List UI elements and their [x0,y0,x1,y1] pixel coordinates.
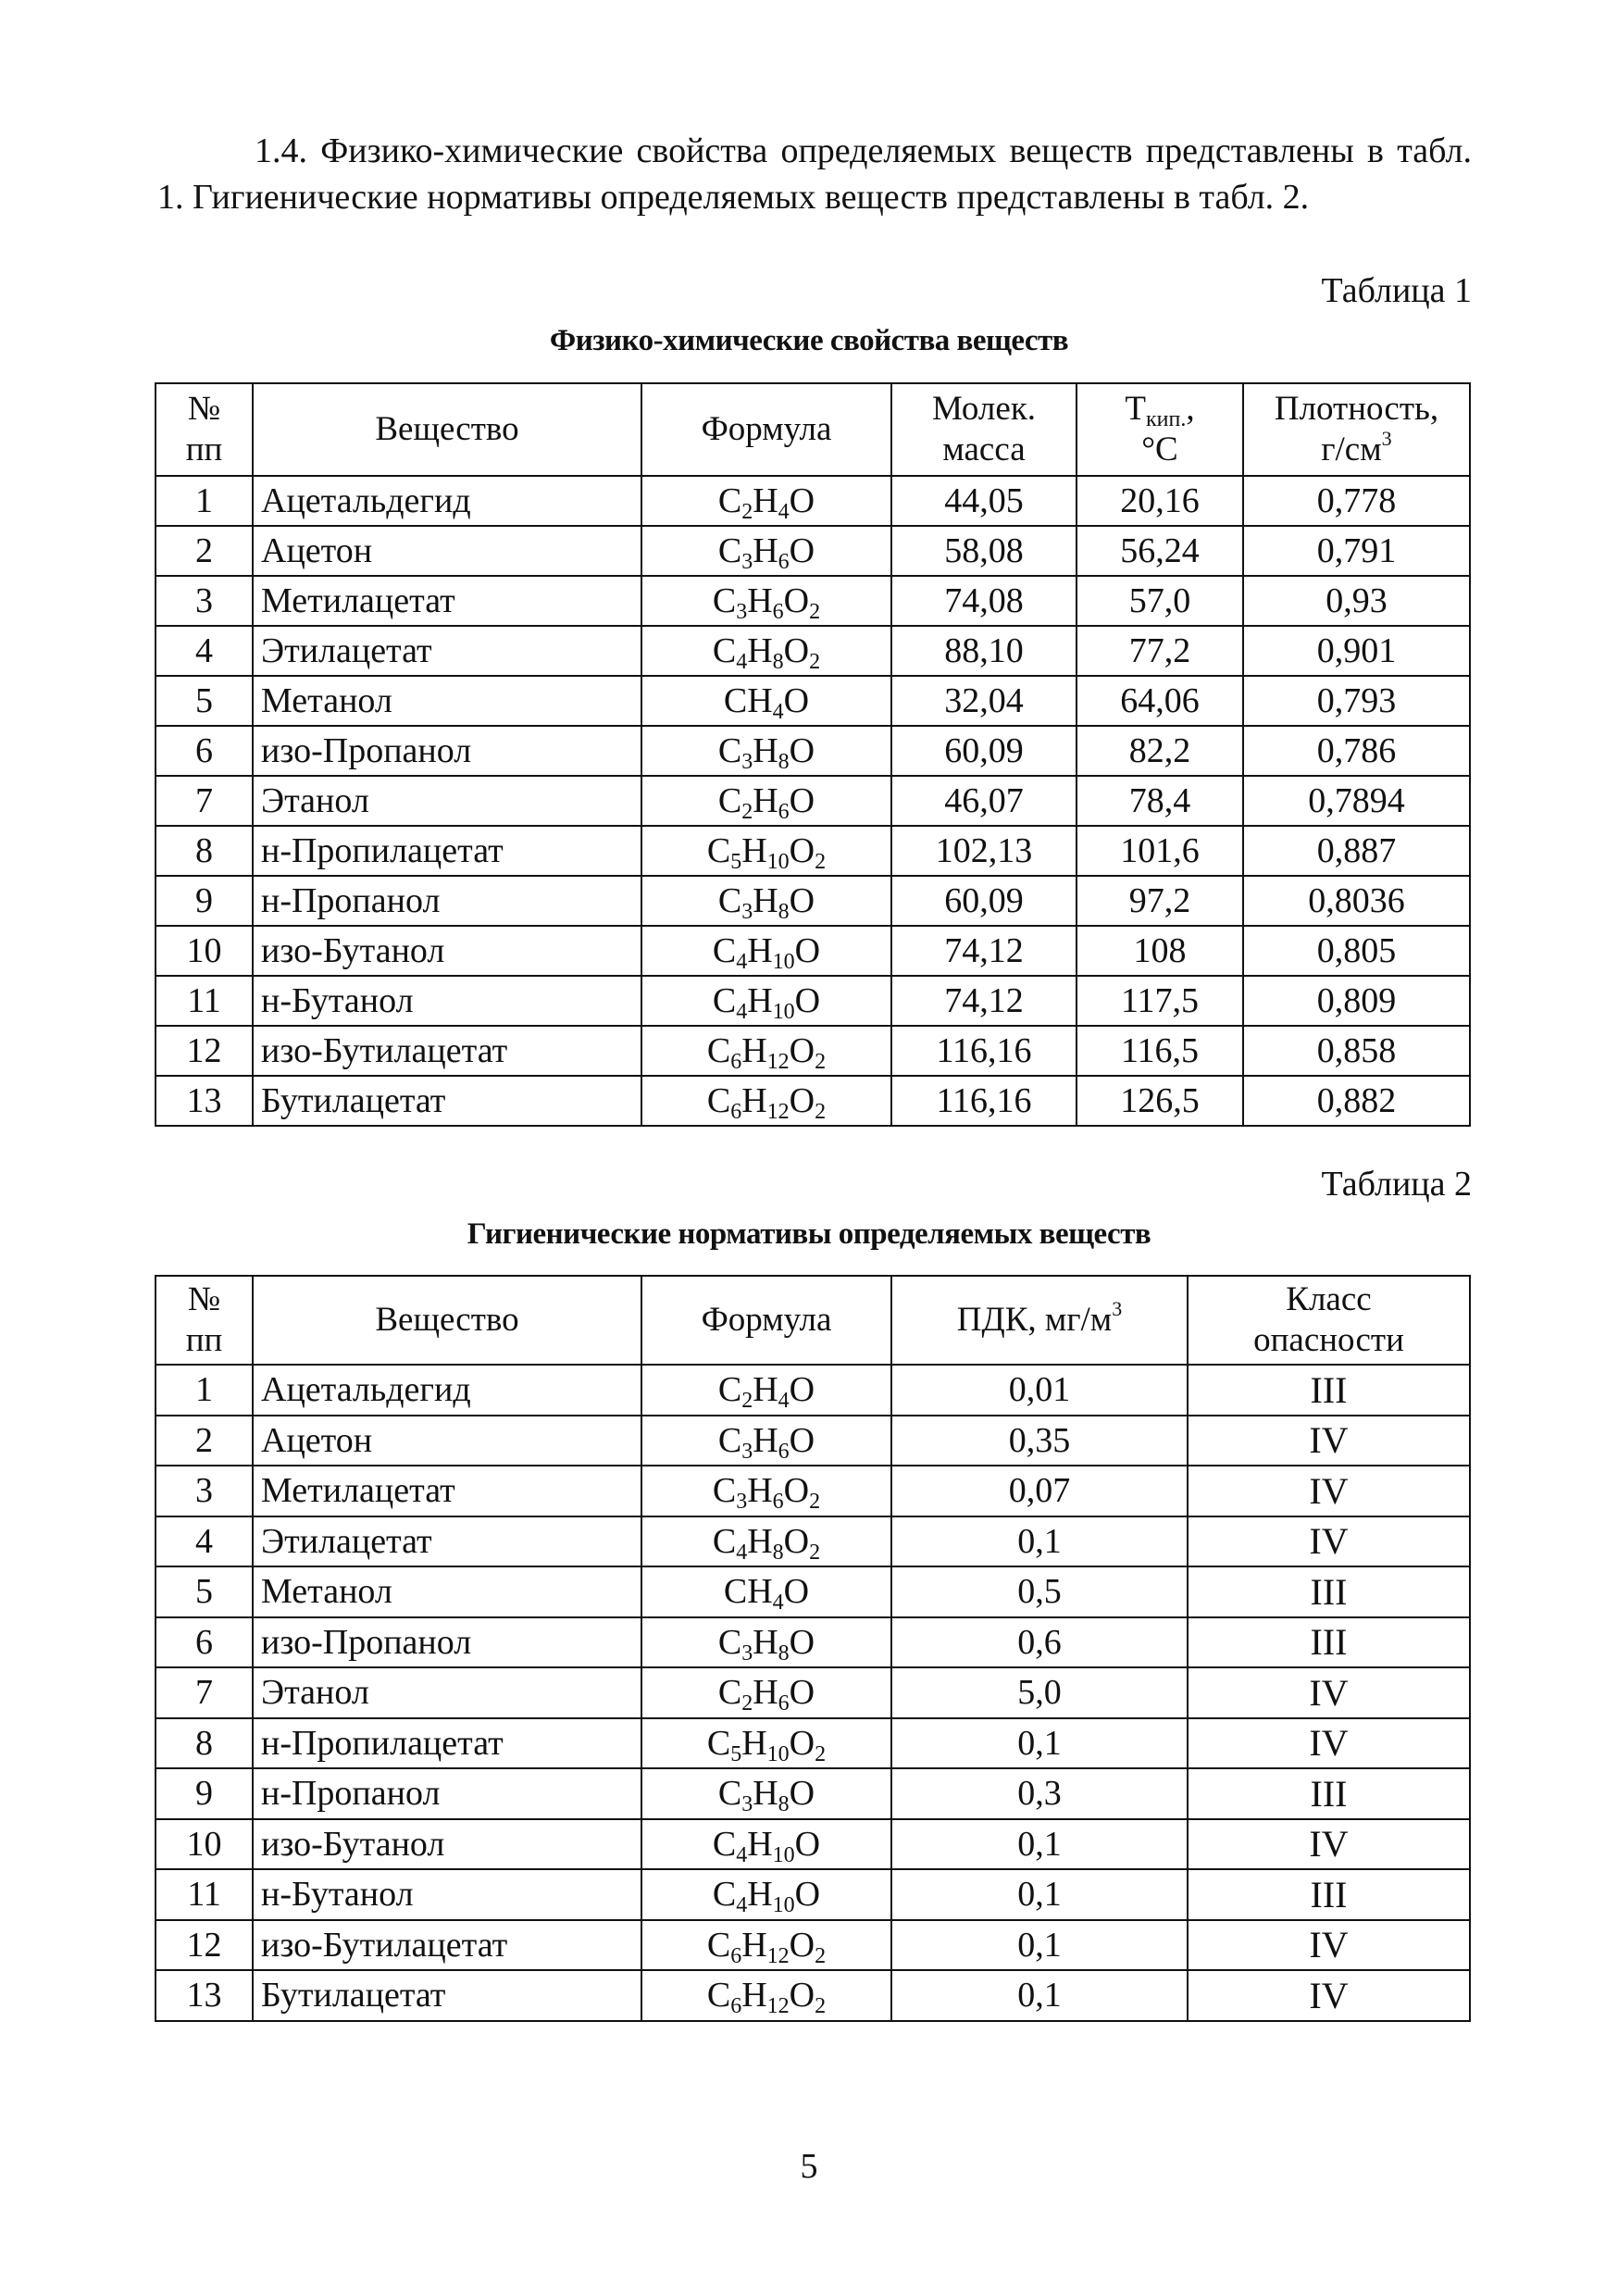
hazard-class-cell: IV [1188,1516,1470,1567]
formula-cell: $C_3H_6O$ [641,1416,891,1466]
formula-cell: $C_5H_{10}O_2$ [641,1718,891,1769]
table-row [156,1466,1470,1516]
density-cell: 0,887 [1243,826,1470,876]
substance-name: н-Бутанол [253,1869,641,1920]
col-num-header: № пп [156,1276,253,1365]
row-number: 8 [156,1718,253,1769]
hazard-class-cell: IV [1188,1970,1470,2021]
mass-cell: 60,09 [891,876,1077,926]
table2-title: Гигиенические нормативы определяемых веществ [467,1217,1151,1251]
mass-cell: 60,09 [891,726,1077,776]
formula-cell: $C_3H_6O_2$ [641,576,891,626]
substance-name: Метанол [253,676,641,726]
substance-name: изо-Бутилацетат [253,1920,641,1971]
hazard-class-cell: IV [1188,1416,1470,1466]
col-substance-header: Вещество [253,383,641,476]
density-cell: 0,93 [1243,576,1470,626]
table-row [156,826,1470,876]
hygiene-table [155,1275,1471,2022]
table-row [156,1516,1470,1567]
pdk-cell: 0,1 [891,1819,1188,1870]
hazard-class-cell: IV [1188,1718,1470,1769]
tboil-cell: 97,2 [1077,876,1243,926]
row-number: 11 [156,976,253,1026]
formula-cell: $C_3H_8O$ [641,1768,891,1819]
substance-name: Бутилацетат [253,1076,641,1126]
substance-name: Ацетон [253,1416,641,1466]
formula-cell: $C_6H_{12}O_2$ [641,1970,891,2021]
substance-name: Этилацетат [253,626,641,676]
hazard-class-cell: III [1188,1768,1470,1819]
properties-table [155,382,1471,1127]
formula-cell: $C_4H_8O_2$ [641,626,891,676]
table-row [156,1667,1470,1718]
pdk-cell: 0,6 [891,1617,1188,1668]
tboil-cell: 20,16 [1077,476,1243,526]
table-row [156,576,1470,626]
row-number: 7 [156,1667,253,1718]
formula-cell: $C_3H_6O_2$ [641,1466,891,1516]
row-number: 6 [156,726,253,776]
table-row [156,1365,1470,1416]
table-row [156,1566,1470,1617]
density-cell: 0,901 [1243,626,1470,676]
substance-name: н-Пропанол [253,1768,641,1819]
row-number: 12 [156,1920,253,1971]
formula-cell: $C_3H_8O$ [641,726,891,776]
substance-name: н-Бутанол [253,976,641,1026]
pdk-cell: 0,1 [891,1516,1188,1567]
hazard-class-cell: IV [1188,1466,1470,1516]
row-number: 9 [156,876,253,926]
row-number: 3 [156,1466,253,1516]
pdk-cell: 0,1 [891,1970,1188,2021]
table-row [156,926,1470,976]
mass-cell: 46,07 [891,776,1077,826]
formula-cell: $C_4H_{10}O$ [641,1869,891,1920]
formula-cell: $C_2H_6O$ [641,776,891,826]
row-number: 13 [156,1076,253,1126]
table-row [156,476,1470,526]
mass-cell: 74,12 [891,926,1077,976]
density-cell: 0,805 [1243,926,1470,976]
substance-name: изо-Бутанол [253,926,641,976]
row-number: 9 [156,1768,253,1819]
row-number: 8 [156,826,253,876]
formula-cell: $C_4H_{10}O$ [641,1819,891,1870]
table-row [156,1617,1470,1668]
row-number: 4 [156,626,253,676]
pdk-cell: 5,0 [891,1667,1188,1718]
table-row [156,526,1470,576]
density-cell: 0,858 [1243,1026,1470,1076]
mass-cell: 88,10 [891,626,1077,676]
hazard-class-cell: IV [1188,1920,1470,1971]
tboil-cell: 78,4 [1077,776,1243,826]
row-number: 12 [156,1026,253,1076]
col-hazard-header: Класс опасности [1188,1276,1470,1365]
substance-name: Ацетальдегид [253,476,641,526]
mass-cell: 58,08 [891,526,1077,576]
density-cell: 0,793 [1243,676,1470,726]
tboil-cell: 57,0 [1077,576,1243,626]
pdk-cell: 0,3 [891,1768,1188,1819]
tboil-cell: 126,5 [1077,1076,1243,1126]
formula-cell: $C_5H_{10}O_2$ [641,826,891,876]
tboil-cell: 101,6 [1077,826,1243,876]
mass-cell: 74,08 [891,576,1077,626]
hazard-class-cell: III [1188,1365,1470,1416]
hazard-class-cell: IV [1188,1819,1470,1870]
table-row [156,1416,1470,1466]
pdk-cell: 0,07 [891,1466,1188,1516]
substance-name: н-Пропилацетат [253,826,641,876]
substance-name: Метилацетат [253,1466,641,1516]
row-number: 2 [156,1416,253,1466]
col-density-header: Плотность, $г/см^3$ [1243,383,1470,476]
substance-name: изо-Пропанол [253,726,641,776]
formula-cell: $C_3H_8O$ [641,876,891,926]
col-formula-header: Формула [641,1276,891,1365]
tboil-cell: 56,24 [1077,526,1243,576]
tboil-cell: 82,2 [1077,726,1243,776]
formula-cell: $CH_4O$ [641,1566,891,1617]
row-number: 3 [156,576,253,626]
density-cell: 0,786 [1243,726,1470,776]
substance-name: Метанол [253,1566,641,1617]
formula-cell: $C_6H_{12}O_2$ [641,1920,891,1971]
density-cell: 0,791 [1243,526,1470,576]
table-row [156,1970,1470,2021]
formula-cell: $C_6H_{12}O_2$ [641,1026,891,1076]
pdk-cell: 0,1 [891,1718,1188,1769]
substance-name: н-Пропанол [253,876,641,926]
formula-cell: $C_4H_{10}O$ [641,976,891,1026]
formula-cell: $CH_4O$ [641,676,891,726]
formula-cell: $C_2H_4O$ [641,476,891,526]
table-row [156,726,1470,776]
tboil-cell: 116,5 [1077,1026,1243,1076]
col-tboil-header: $T_{кип.}$, °C [1077,383,1243,476]
pdk-cell: 0,35 [891,1416,1188,1466]
pdk-cell: 0,01 [891,1365,1188,1416]
substance-name: Этанол [253,776,641,826]
table-row [156,1819,1470,1870]
col-formula-header: Формула [641,383,891,476]
table2-label: Таблица 2 [1321,1165,1472,1204]
row-number: 5 [156,676,253,726]
hazard-class-cell: IV [1188,1667,1470,1718]
table-row [156,876,1470,926]
col-mass-header: Молек. масса [891,383,1077,476]
mass-cell: 44,05 [891,476,1077,526]
pdk-cell: 0,1 [891,1869,1188,1920]
substance-name: изо-Бутилацетат [253,1026,641,1076]
substance-name: Метилацетат [253,576,641,626]
substance-name: Ацетон [253,526,641,576]
density-cell: 0,778 [1243,476,1470,526]
row-number: 6 [156,1617,253,1668]
density-cell: 0,8036 [1243,876,1470,926]
substance-name: Этилацетат [253,1516,641,1567]
row-number: 1 [156,1365,253,1416]
intro-paragraph [157,128,1472,220]
table-row [156,1920,1470,1971]
substance-name: Бутилацетат [253,1970,641,2021]
row-number: 10 [156,1819,253,1870]
tboil-cell: 77,2 [1077,626,1243,676]
table1-label: Таблица 1 [1321,271,1472,310]
table-row [156,1869,1470,1920]
tboil-cell: 64,06 [1077,676,1243,726]
mass-cell: 74,12 [891,976,1077,1026]
table-row [156,1026,1470,1076]
formula-cell: $C_6H_{12}O_2$ [641,1076,891,1126]
density-cell: 0,7894 [1243,776,1470,826]
mass-cell: 116,16 [891,1076,1077,1126]
formula-cell: $C_4H_{10}O$ [641,926,891,976]
page-number: 5 [800,2147,818,2186]
formula-cell: $C_4H_8O_2$ [641,1516,891,1567]
hazard-class-cell: III [1188,1617,1470,1668]
table-row [156,1076,1470,1126]
row-number: 11 [156,1869,253,1920]
hazard-class-cell: III [1188,1566,1470,1617]
tboil-cell: 108 [1077,926,1243,976]
hazard-class-cell: III [1188,1869,1470,1920]
table-header-row [156,1276,1470,1365]
table-row [156,1768,1470,1819]
intro-text: 1.4. Физико-химические свойства определяемых веществ представлены в табл. 1. Гигиенические нормативы определяемых веществ представлены в табл. 2. [157,131,1472,217]
row-number: 4 [156,1516,253,1567]
row-number: 13 [156,1970,253,2021]
substance-name: Ацетальдегид [253,1365,641,1416]
tboil-cell: 117,5 [1077,976,1243,1026]
pdk-cell: 0,5 [891,1566,1188,1617]
table1-title: Физико-химические свойства веществ [549,324,1069,357]
density-cell: 0,882 [1243,1076,1470,1126]
formula-cell: $C_2H_4O$ [641,1365,891,1416]
table-row [156,776,1470,826]
mass-cell: 102,13 [891,826,1077,876]
substance-name: изо-Бутанол [253,1819,641,1870]
table-row [156,676,1470,726]
table-row [156,1718,1470,1769]
mass-cell: 32,04 [891,676,1077,726]
formula-cell: $C_3H_8O$ [641,1617,891,1668]
row-number: 1 [156,476,253,526]
row-number: 2 [156,526,253,576]
pdk-cell: 0,1 [891,1920,1188,1971]
substance-name: н-Пропилацетат [253,1718,641,1769]
row-number: 7 [156,776,253,826]
col-substance-header: Вещество [253,1276,641,1365]
substance-name: изо-Пропанол [253,1617,641,1668]
col-pdk-header: ПДК, $мг/м^3$ [891,1276,1188,1365]
row-number: 5 [156,1566,253,1617]
substance-name: Этанол [253,1667,641,1718]
table-row [156,626,1470,676]
row-number: 10 [156,926,253,976]
formula-cell: $C_2H_6O$ [641,1667,891,1718]
col-num-header: № пп [156,383,253,476]
table-row [156,976,1470,1026]
formula-cell: $C_3H_6O$ [641,526,891,576]
table-header-row [156,383,1470,476]
density-cell: 0,809 [1243,976,1470,1026]
mass-cell: 116,16 [891,1026,1077,1076]
